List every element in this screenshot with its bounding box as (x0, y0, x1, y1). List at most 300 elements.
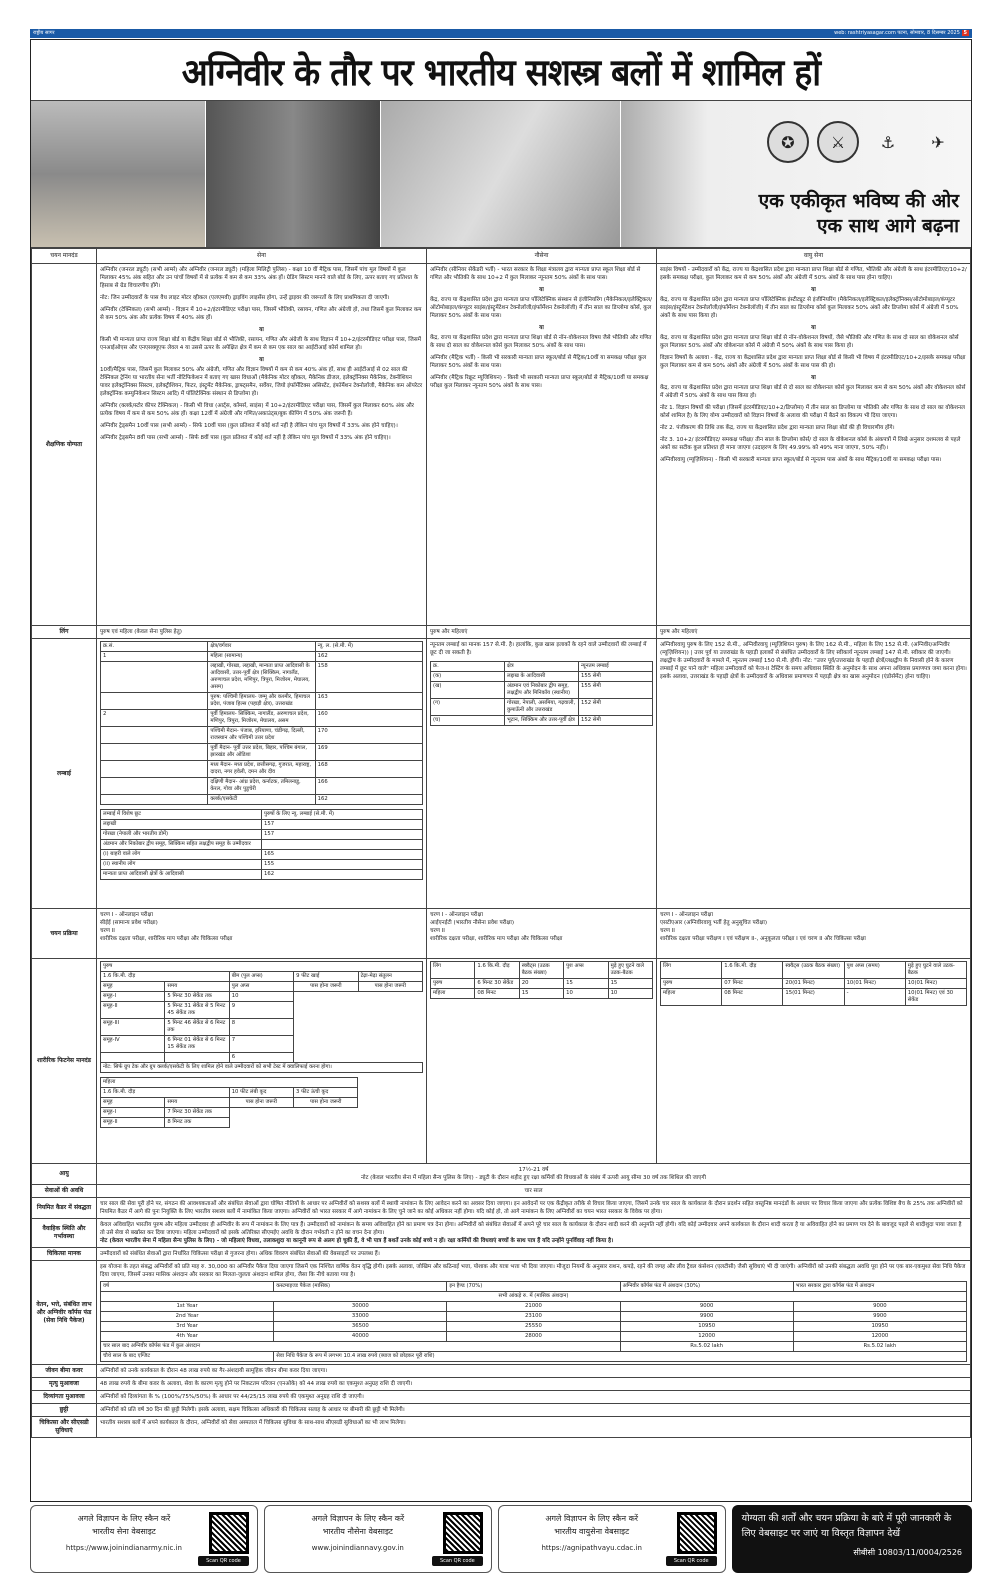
table-cell: महिला (661, 989, 722, 1006)
table-cell: (घ) (431, 716, 505, 726)
table-cell: 9 (229, 1002, 293, 1019)
navy-sailor-photo (206, 101, 381, 247)
qr-code-icon[interactable] (443, 1512, 483, 1554)
table-cell: 25550 (447, 1322, 620, 1332)
newspaper-header-bar (30, 29, 972, 38)
table-cell: 15 (608, 979, 652, 989)
column-header: 1.6 कि.मी. दौड़ (722, 962, 783, 979)
airforce-height: अग्निवीरवायु पुरुष के लिए 152 से.मी., अग्निवीरवायु (म्यूज़िशियन पुरुष) के लिए 162 से.मी., महिला के लिए 152 से.मी. (अग्निवीर/अग्निवीर (म्यूज़िशियन)) | उत्तर पूर्व या उत्तराखंड के पहाड़ी इलाकों से संबंधित उम्मीदवारों के लिए स्वीकार्य न्यूनतम लम्बाई 147 से.मी. स्वीकार की जाएगी। लक्षद्वीप के उम्मीदवारों के मामले में, न्यूनतम लम्बाई 150 से.मी. होगी। नोट: "उत्तर पूर्व/उत्तराखंड के पहाड़ी क्षेत्रों/लक्षद्वीप के निवासी होने के कारण लम्बाई में छूट पाने वाले" महिला उम्मीदवारों को फेज-II टेस्टिंग के समय अधिवास स्थिति के अनुमोदन के साथ अपना अधिवास प्रमाणपत्र जमा करना होगा। इसके अलावा, उत्तराखंड के पहाड़ी क्षेत्रों के उम्मीदवारों के अधिवास प्रमाणपत्र में पहाड़ी क्षेत्र का खास अनुमोदन (एंडोर्समेंट) होना चाहिए। (657, 639, 971, 909)
navy-education-paragraph: अग्निवीर (मैट्रिक भर्ती) - किसी भी सरकारी मान्यता प्राप्त स्कूल/बोर्ड से मैट्रिक/10वीं या समकक्ष परीक्षा कुल मिलाकर 50% अंकों के साथ पास। (430, 355, 647, 369)
pay-total-agniveer: Rs.5.02 lakh (620, 1342, 793, 1352)
leave-value: अग्निवीरों को प्रति वर्ष 30 दिन की छुट्टी मिलेगी। इसके अलावा, सक्षम चिकित्सा अधिकारी की चिकित्सा सलाह के आधार पर बीमारी की छुट्टी भी मिलेगी। (97, 1404, 971, 1417)
long-jump-heading: 10 फीट लंबी कूद (229, 1088, 293, 1098)
label-education: शैक्षणिक योग्यता (32, 264, 97, 626)
table-cell: 163 (315, 693, 422, 710)
airforce-education-paragraph: केंद्र, राज्य या केंद्रशासित प्रदेश द्वारा मान्यता प्राप्त शिक्षा बोर्ड से नॉन-वोकेशनल विषयों, जैसे भौतिकी और गणित के साथ दो साल का वोकेशनल कोर्स कुल मिलाकर 50% अंकों और वोकेशनल कोर्स में अंग्रेजी में 50% अंकों के साथ पास किया हो। (660, 335, 959, 349)
table-cell: दक्षिणी मैदान- आंध्र प्रदेश, कर्नाटक, तमिलनाडु, केरल, गोवा और पुडुचेरी (208, 778, 315, 795)
row-pay (32, 1261, 971, 1365)
navy-fitness-table (430, 961, 653, 999)
table-cell: 1 (101, 652, 208, 662)
table-cell: (i) बाहरी वाले लोग (101, 850, 262, 860)
height-row (101, 662, 423, 693)
table-cell: 165 (262, 850, 423, 860)
column-header: स्क्वैट्स (उठक बैठक संख्या) (519, 962, 563, 979)
qr-section (30, 1505, 972, 1573)
label-insurance: जीवन बीमा कवर (32, 1365, 97, 1378)
table-cell: पूर्वी मैदान- पूर्वी उत्तर प्रदेश, बिहार, पश्चिम बंगाल, झारखंड और ओडिशा (208, 744, 315, 761)
army-education-paragraph: 10वीं/मैट्रिक पास, जिसमें कुल मिलाकर 50% और अंग्रेजी, गणित और विज्ञान विषयों में कम से कम 40% अंक हों, साथ ही आईटीआई से 02 साल की टेक्निकल ट्रेनिंग या भारतीय सेना भर्ती नोटिफिकेशन में बताए गए खास विधाओं (मैकेनिक मोटर व्हीकल, मैकेनिक डीजल, इलेक्ट्रॉनिक्स मैकेनिक, टेक्नीशियन पावर इलेक्ट्रॉनिक्स सिस्टम, इलेक्ट्रीशियन, फिटर, इंस्ट्रूमेंट मैकेनिक, ड्राफ्ट्समैन, सर्वेयर, जियो इंफॉर्मेटिक्स असिस्टेंट, इंफॉर्मेशन टेक्नोलॉजी, मैकेनिक कम ऑपरेटर इलेक्ट्रॉनिक कम्युनिकेशन सिस्टम आदि) में पॉलिटेक्निक संस्थान से डिप्लोमा हो। (100, 367, 423, 397)
table-cell: 10 (564, 989, 608, 999)
airforce-fitness-table (660, 961, 967, 1006)
navy-education-paragraph: या (539, 287, 544, 293)
tank-photo (31, 101, 206, 247)
column-header: लिंग (431, 962, 475, 979)
row-age (32, 1164, 971, 1185)
table-cell (101, 744, 208, 761)
navy-qr-card[interactable] (264, 1505, 492, 1573)
ditch-pass: पास होना जरूरी (294, 982, 358, 992)
table-cell: 2 (101, 710, 208, 727)
pullups-heading: बीम (पुल अप्स) (229, 972, 293, 982)
table-cell: समूह-II (101, 1118, 165, 1128)
table-cell (101, 761, 208, 778)
label-cadre: नियमित कैडर में संवद्धता (32, 1198, 97, 1219)
table-cell: 3rd Year (101, 1322, 274, 1332)
table-cell: 40000 (274, 1332, 447, 1342)
table-cell: महिला (सामान्य) (208, 652, 315, 662)
navy-height-note: न्यूनतम लम्बाई का मानक 157 से.मी. है। हालांकि, कुछ खास इलाकों के रहने वाले उम्मीदवारों की लम्बाई में छूट दी जा सकती है। (430, 642, 647, 656)
navy-education-paragraph: केंद्र, राज्य या केंद्रशासित प्रदेश द्वारा मान्यता प्राप्त शिक्षा बोर्ड से नॉन-वोकेशनल विषय जैसे भौतिकी और गणित के साथ दो साल का वोकेशनल कोर्स कुल मिलाकर 50% अंकों के साथ पास। (430, 335, 652, 349)
row-disability (32, 1391, 971, 1404)
table-cell: पुरुष: पश्चिमी हिमालय- जम्मू और कश्मीर, हिमाचल प्रदेश, पंजाब हिल्स (पहाड़ी क्षेत्र), उत्तराखंड (208, 693, 315, 710)
fitness-row (101, 1019, 423, 1036)
pay-total-label: चार साल बाद अग्निवीर कॉर्पस फंड में कुल अंशदान (101, 1342, 621, 1352)
label-fitness: शारीरिक फिटनेस मानदंड (32, 959, 97, 1164)
table-header-row (661, 962, 967, 979)
table-cell: 157 (262, 830, 423, 840)
row-height (32, 639, 971, 909)
table-cell: 168 (315, 761, 422, 778)
airforce-website-link[interactable]: https://agnipathvayu.cdac.in (541, 1544, 642, 1552)
info-text: योग्यता की शर्तों और चयन प्रक्रिया के बारे में पूरी जानकारी के लिए वेबसाइट पर जाएं या विस्तृत विज्ञापन देखें (741, 1513, 952, 1539)
advertisement (30, 39, 972, 1502)
table-cell: समूह-III (101, 1019, 165, 1036)
service-value: चार साल (97, 1185, 971, 1198)
cadre-value: चार साल की सेवा पूरी होने पर, संगठन की आवश्यकताओं और संबंधित सेवाओं द्वारा घोषित नीतियों के आधार पर अग्निवीरों को सशस्त्र बलों में स्थायी नामांकन के लिए आवेदन करने का अवसर दिया जाएगा। इन आवेदनों पर एक केंद्रीकृत तरीके से विचार किया जाएगा, जिसमें उनके चार साल के कार्यकाल के दौरान प्रदर्शन सहित वस्तुनिष्ठ मानदंडों के आधार पर विचार किया जाएगा और प्रत्येक विशिष्ट बैच के 25% तक अग्निवीरों को नियमित कैडर में आगे की पुनः नियुक्ति के लिए भारतीय सशस्त्र बलों में नामांकित किया जाएगा। अग्निवीरों को भारत सरकार में आगे नामांकन के लिए चुने जाने का कोई अधिकार नहीं होगा। यदि कोई हो, तो आगे नामांकन के लिए अग्निवीरों का चयन भारत सरकार के विवेक पर होगा। (97, 1198, 971, 1219)
column-header: लिंग (661, 962, 722, 979)
label-marital: वैवाहिक स्थिति और गर्भावस्था (32, 1219, 97, 1248)
height-row (101, 761, 423, 778)
fitness-row (431, 979, 653, 989)
table-cell: (क) (431, 672, 505, 682)
table-cell: 9000 (793, 1302, 966, 1312)
row-death (32, 1378, 971, 1391)
ditch-heading: 9 फीट खाई (294, 972, 358, 982)
row-medical (32, 1248, 971, 1261)
table-cell: 30000 (274, 1302, 447, 1312)
facilities-value: भारतीय सशस्त्र बलों में अपने कार्यकाल के दौरान, अग्निवीरों को सेवा अस्पताल में चिकित्सा सुविधा के साथ-साथ सीएसडी सुविधाओं का भी लाभ मिलेगा। (97, 1417, 971, 1438)
newspaper-name: राष्ट्रीय सागर (33, 30, 55, 36)
airforce-education-paragraph: अग्निवीरवायु (म्यूज़िशियन) - किसी भी सरकारी मान्यता प्राप्त स्कूल/बोर्ड से न्यूनतम पास अंकों के साथ मैट्रिक/10वीं या समकक्ष परीक्षा पास। (660, 457, 942, 463)
table-cell: 15 (519, 989, 563, 999)
label-medical: चिकित्सा मानक (32, 1248, 97, 1261)
label-leave: छुट्टी (32, 1404, 97, 1417)
death-value: 48 लाख रुपये के बीमा कवर के अलावा, सेवा के कारण मृत्यु होने पर निकटतम परिजन (एनओके) को 44 लाख रुपये का एकमुश्त अनुग्रह राशि दी जाएगी। (97, 1378, 971, 1391)
column-header: पुरुषों के लिए न्यू. लम्बाई (से.मी. में) (262, 810, 423, 820)
table-cell: 7 मिनट 30 सेकेंड तक (165, 1108, 229, 1118)
height-row (431, 682, 653, 699)
table-cell: 8 (229, 1019, 293, 1036)
table-cell: 162 (262, 870, 423, 880)
table-cell: 10950 (793, 1322, 966, 1332)
army-height-table (100, 641, 423, 805)
army-education-paragraph: अग्निवीर (जनरल ड्यूटी) (सभी आर्म्स) और अग्निवीर (जनरल ड्यूटी) (महिला मिलिट्री पुलिस) - कक्षा 10 वीं मैट्रिक पास, जिसमें पांच मूल विषयों में कुल मिलाकर 45% अंक सहित और उन पांचों विषयों में से प्रत्येक में कम से कम 33% अंक हों। ग्रेडिंग सिस्टम मानने वाले बोर्ड के लिए, ऊपर बताए गए प्रतिशत के हिसाब से ग्रेड विचारणीय होंगे। (100, 267, 419, 289)
fitness-row (101, 1002, 423, 1019)
row-education (32, 264, 971, 626)
table-cell: अंडमान और निकोबार द्वीप समूह, सिक्किम सहित लक्षद्वीप समूह के उम्मीदवार (101, 840, 262, 850)
army-education-paragraph: या (259, 327, 264, 333)
table-cell: पूर्वी हिमालय- सिक्किम, नागालैंड, अरुणाचल प्रदेश, मणिपुर, त्रिपुरा, मिजोरम, मेघालय, असम (208, 710, 315, 727)
height-row (101, 727, 423, 744)
table-cell: 23100 (447, 1312, 620, 1322)
column-header: क्षेत्र (505, 662, 579, 672)
pay-value (97, 1261, 971, 1365)
table-cell: 21000 (447, 1302, 620, 1312)
table-cell: 15 (564, 979, 608, 989)
qr-line2: भारतीय वायुसेना वेबसाइट (554, 1527, 630, 1536)
insurance-value: अग्निवीरों को उनके कार्यकाल के दौरान 48 लाख रुपये का गैर-अंशदायी सामूहिक जीवन बीमा कवर दिया जाएगा। (97, 1365, 971, 1378)
pay-row (101, 1302, 967, 1312)
height-row (431, 716, 653, 726)
table-cell: 6 मिनट 30 सेकेंड (475, 979, 519, 989)
height-row (431, 672, 653, 682)
table-cell: 33000 (274, 1312, 447, 1322)
table-cell: 155 सेमी (579, 672, 653, 682)
army-emblem-icon: ⚔ (817, 121, 859, 163)
column-header: पुश अप्स (समय) (844, 962, 905, 979)
table-cell: लद्दाख के आदिवासी (505, 672, 579, 682)
pay-row (101, 1312, 967, 1322)
table-cell: 10950 (620, 1322, 793, 1332)
header-airforce: वायु सेना (657, 249, 971, 264)
table-cell: पुरुष (431, 979, 475, 989)
table-cell: 5 मिनट 30 सेकेंड तक (165, 992, 229, 1002)
row-fitness (32, 959, 971, 1164)
table-cell: 12000 (793, 1332, 966, 1342)
table-cell: भूटान, सिक्किम और उत्तर-पूर्वी क्षेत्र (505, 716, 579, 726)
long-jump-pass: पास होना जरूरी (229, 1098, 293, 1108)
table-cell: (ii) स्थानीय लोग (101, 860, 262, 870)
qr-line1: अगले विज्ञापन के लिए स्कैन करें (311, 1514, 405, 1523)
page-number: 5 (963, 30, 967, 36)
column-header: लम्बाई में विशेष छूट (101, 810, 262, 820)
table-cell: 1st Year (101, 1302, 274, 1312)
column-header: मुड़े हुए घुटने वाले उठक-बैठक (905, 962, 966, 979)
medical-value: उम्मीदवारों को संबंधित सेवाओं द्वारा निर्धारित चिकित्सा परीक्षा से गुजरना होगा। अधिक विवरण संबंधित सेवाओं की वेबसाइटों पर उपलब्ध हैं। (97, 1248, 971, 1261)
table-header-row (101, 1282, 967, 1292)
airforce-education-paragraph: नोट 3. 10+2/ इंटरमीडिएट/ समकक्ष परीक्षा/ तीन साल के डिप्लोमा कोर्स/ दो साल के वोकेशनल कोर्स के अंकपत्रों में लिखे अनुसार दशमलव से पहले अंकों का सटीक कुल प्रतिशत ही माना जाएगा (उदाहरण के लिए 49.99% को 49% माना जाएगा, 50% नहीं)। (660, 437, 961, 451)
row-selection (32, 909, 971, 959)
table-cell: 9000 (620, 1302, 793, 1312)
high-jump-heading: 3 फीट ऊंची कूद (294, 1088, 358, 1098)
army-website-link[interactable]: https://www.joinindianarmy.nic.in (65, 1544, 182, 1552)
height-row (101, 778, 423, 795)
info-box (732, 1505, 972, 1573)
pay-row (101, 1332, 967, 1342)
table-cell: 12000 (620, 1332, 793, 1342)
run-heading: 1.6 कि.मी. दौड़ (101, 972, 230, 982)
table-cell: 7 (229, 1036, 293, 1053)
height-row (101, 652, 423, 662)
table-cell: गोरखा (नेपाली और भारतीय डोमें) (101, 830, 262, 840)
qr-line2: भारतीय नौसेना वेबसाइट (322, 1527, 393, 1536)
table-cell: 158 (315, 662, 422, 693)
army-male-fitness-table (100, 961, 423, 1073)
label-selection: चयन प्रक्रिया (32, 909, 97, 959)
table-cell: पश्चिमी मैदान- पंजाब, हरियाणा, चंडीगढ़, दिल्ली, राजस्थान और पश्चिमी उत्तर प्रदेश (208, 727, 315, 744)
agnipath-emblem-icon: ✪ (767, 121, 809, 163)
table-cell: मध्य मैदान- मध्य प्रदेश, छत्तीसगढ़, गुजरात, महाराष्ट्र, दादरा, नगर हवेली, दमन और दीव (208, 761, 315, 778)
pay-total-government: Rs.5.02 lakh (793, 1342, 966, 1352)
army-education (97, 264, 427, 626)
table-cell: गोरखा, नेपाली, असमिया, गढ़वाली, कुमाऊँनी और उत्तराखंड (505, 699, 579, 716)
navy-emblem-icon: ⚓ (880, 132, 896, 152)
navy-website-link[interactable]: www.joinindiannavy.gov.in (311, 1544, 404, 1552)
army-education-paragraph: अग्निवीर ट्रेड्समैन 10वीं पास (सभी आर्म्स) - सिर्फ 10वीं पास (कुल प्रतिशत में कोई शर्त नहीं है लेकिन पांच मूल विषयों में 33% अंक होने चाहिए)। (100, 423, 398, 429)
row-gender (32, 626, 971, 639)
fitness-row (101, 992, 423, 1002)
tagline-line-2: एक साथ आगे बढ़ना (817, 215, 959, 237)
age-range: 17½-21 वर्ष (518, 1167, 549, 1173)
row-marital (32, 1219, 971, 1248)
table-cell: समूह-I (101, 992, 165, 1002)
table-header-row (101, 810, 423, 820)
fitness-row (101, 1108, 358, 1118)
table-cell (101, 1053, 165, 1063)
table-header-row (101, 642, 423, 652)
column-header: न्यूनतम लम्बाई (579, 662, 653, 672)
time-heading: समय (165, 982, 229, 992)
table-cell: 9900 (793, 1312, 966, 1322)
column-header: पुश अप्स (564, 962, 608, 979)
pay-exit-value: सेवा निधि पैकेज के रूप में लगभग 10.4 लाख रुपये (ब्याज को छोड़कर पूरी राशि) (274, 1352, 967, 1362)
navy-education-paragraph: अग्निवीर (मैट्रिक रिक्रूट म्यूजिशियन) - किसी भी सरकारी मान्यता प्राप्त स्कूल/बोर्ड से मैट्रिक/10वीं या समकक्ष परीक्षा कुल मिलाकर न्यूनतम 50% अंकों के साथ पास। (430, 375, 649, 389)
column-header: वर्ष (101, 1282, 274, 1292)
column-header: भारत सरकार द्वारा कॉर्पस फंड में अंशदान (793, 1282, 966, 1292)
headline: अग्निवीर के तौर पर भारतीय सशस्त्र बलों में शामिल हों (181, 50, 821, 94)
qr-line1: अगले विज्ञापन के लिए स्कैन करें (545, 1514, 638, 1523)
tagline-line-1: एक एकीकृत भविष्य की ओर (758, 190, 959, 212)
edition-info: web: rashtriyasagar.com पटना, सोमवार, 8 दिसम्बर 2025 (834, 30, 960, 36)
airforce-education (657, 264, 971, 626)
table-cell: 8 मिनट तक (165, 1118, 229, 1128)
table-cell: 28000 (447, 1332, 620, 1342)
header-army: सेना (97, 249, 427, 264)
row-leave (32, 1404, 971, 1417)
army-fitness (97, 959, 427, 1164)
pay-exit-label: चौथे साल के बाद एग्जिट (101, 1352, 274, 1362)
navy-gender: पुरुष और महिलाएं (427, 626, 657, 639)
table-header-row (431, 962, 653, 979)
qr-line2: भारतीय सेना वेबसाइट (92, 1527, 156, 1536)
fitness-row (661, 989, 967, 1006)
column-header: स्क्वैट्स (उठक बैठक संख्या) (783, 962, 844, 979)
age-note: नोट (केवल भारतीय सेना में महिला सैन्य पुलिस के लिए) - ड्यूटी के दौरान शहीद हुए रक्षा कर्मियों की विधवाओं के संबंध में ऊपरी आयु सीमा 30 वर्ष तक शिथिल की जाएगी (361, 1175, 706, 1181)
army-education-paragraph: अग्निवीर (टेक्निकल) (सभी आर्म्स) - विज्ञान में 10+2/इंटरमीडिएट परीक्षा पास, जिसमें भौतिकी, रसायन, गणित और अंग्रेजी हो, तथा जिसमें कुल मिलाकर कम से कम 50% अंक और प्रत्येक विषय में 40% अंक हों। (100, 307, 422, 321)
army-qr-card[interactable] (30, 1505, 258, 1573)
army-education-paragraph: अग्निवीर ट्रेड्समैन 8वीं पास (सभी आर्म्स) - सिर्फ 8वीं पास (कुल प्रतिशत में कोई शर्त नहीं है लेकिन पांच मूल विषयों में 33% अंक होने चाहिए)। (100, 435, 391, 441)
table-cell: 152 सेमी (579, 716, 653, 726)
pay-row (101, 1322, 967, 1332)
height-row (431, 699, 653, 716)
disability-value: अग्निवीरों को दिव्यांगता के % (100%/75%/50%) के आधार पर 44/25/15 लाख रुपये की एकमुश्त अनुग्रह राशि दी जाएगी। (97, 1391, 971, 1404)
army-selection: चरण I - ऑनलाइन परीक्षा सीईई (सामान्य प्रवेश परीक्षा) चरण II शारीरिक दक्षता परीक्षा, शारीरिक माप परीक्षा और चिकित्सा परीक्षा (97, 909, 427, 959)
army-height-relaxation-table (100, 809, 423, 880)
table-cell: 20(01 मिनट) (783, 979, 844, 989)
table-cell: अंडमान एवं निकोबार द्वीप समूह, लक्षद्वीप और मिनिकॉय (स्थानीय) (505, 682, 579, 699)
table-cell: 36500 (274, 1322, 447, 1332)
column-header: क्षेत्र/वर्गवार (208, 642, 315, 652)
aircraft-photo (381, 101, 621, 247)
airforce-education-paragraph: नोट 2. पंजीकरण की तिथि तक केंद्र, राज्य या केंद्रशासित प्रदेश द्वारा मान्यता प्राप्त शिक्षा बोर्ड की ही विचारणीय होंगे। (660, 425, 895, 431)
group-heading: समूह (101, 1098, 165, 1108)
column-header: कस्टमाइज्ड पैकेज (मासिक) (274, 1282, 447, 1292)
column-header: न्यू. ल. (से.मी. में) (315, 642, 422, 652)
army-education-paragraph: किसी भी मान्यता प्राप्त राज्य शिक्षा बोर्ड या केंद्रीय शिक्षा बोर्ड से भौतिकी, रसायन, गणित और अंग्रेजी के साथ विज्ञान में 10+2/इंटरमीडिएट परीक्षा पास, जिसमें एनआईओएस और एनएसक्यूएफ लेवल 4 या उससे ऊपर के अपेक्षित क्षेत्र में कम से कम एक साल का आईटीआई कोर्स शामिल हो। (100, 337, 421, 351)
height-row (101, 693, 423, 710)
label-death: मृत्यु मुआवजा (32, 1378, 97, 1391)
pay-table (100, 1281, 967, 1362)
table-cell (262, 840, 423, 850)
table-cell: 152 सेमी (579, 699, 653, 716)
marital-value (97, 1219, 971, 1248)
table-cell: 162 (315, 795, 422, 805)
table-header-row (32, 249, 971, 264)
table-cell: 9900 (620, 1312, 793, 1322)
table-cell: 08 मिनट (475, 989, 519, 999)
table-cell: 10(01 मिनट) एवं 30 सेकेंड (905, 989, 966, 1006)
scan-qr-label: Scan QR code (666, 1556, 717, 1566)
column-header: 1.6 कि.मी. दौड़ (475, 962, 519, 979)
scan-qr-label: Scan QR code (198, 1556, 249, 1566)
female-heading: महिला (101, 1078, 358, 1088)
fitness-row (661, 979, 967, 989)
relaxation-row (101, 860, 423, 870)
army-education-paragraph: अग्निवीर (क्लर्क/स्टोर कीपर टेक्निकल) - किसी भी विधा (आर्ट्स, कॉमर्स, साइंस) में 10+2/इंटरमीडिएट परीक्षा पास, जिसमें कुल मिलाकर 60% अंक और प्रत्येक विषय में कम से कम 50% अंक हों। कक्षा 12वीं में अंग्रेजी और गणित/अकाउंट्स/बुक कीपिंग में 50% अंक जरूरी हैं। (100, 403, 414, 417)
table-cell: 07 मिनट (722, 979, 783, 989)
table-cell: 170 (315, 727, 422, 744)
qr-code-icon[interactable] (677, 1512, 717, 1554)
navy-height-table (430, 661, 653, 726)
qr-code-icon[interactable] (209, 1512, 249, 1554)
label-disability: दिव्यांगता मुआवजा (32, 1391, 97, 1404)
age-value (97, 1164, 971, 1185)
airforce-education-paragraph: विज्ञान विषयों के अलावा - केंद्र, राज्य या केंद्रशासित प्रदेश द्वारा मान्यता प्राप्त शिक्षा बोर्ड से किसी भी विषय में इंटरमीडिएट/10+2/इसके समकक्ष परीक्षा कुल मिलाकर कम से कम 50% अंकों और अंग्रेजी में 50% अंकों के साथ पास की हो। (660, 355, 966, 369)
column-header: इन हैण्ड (70%) (447, 1282, 620, 1292)
table-cell: 15(01 मिनट) (783, 989, 844, 1006)
airforce-education-paragraph: केंद्र, राज्य या केंद्रशासित प्रदेश द्वारा मान्यता प्राप्त पॉलिटेक्निक इंस्टीट्यूट से इंजीनियरिंग (मैकेनिकल/इलेक्ट्रिकल/इलेक्ट्रॉनिक्स/ऑटोमोबाइल/कंप्यूटर साइंस/इंस्ट्रूमेंटेशन टेक्नोलॉजी/इंफॉर्मेशन टेक्नोलॉजी) में तीन साल का डिप्लोमा कोर्स कुल मिलाकर 50% अंकों और डिप्लोमा कोर्स में अंग्रेजी में 50% अंकों के साथ पास किया हो। (660, 297, 959, 319)
table-cell: पुरुष (661, 979, 722, 989)
navy-education-paragraph: या (539, 325, 544, 331)
banner-photo (31, 100, 971, 248)
height-row (101, 744, 423, 761)
navy-education-paragraph: केंद्र, राज्य या केंद्रशासित प्रदेश द्वारा मान्यता प्राप्त पॉलिटेक्निक संस्थान से इंजीनियरिंग (मैकेनिकल/इलेक्ट्रिकल/ऑटोमोबाइल/कंप्यूटर साइंस/इंस्ट्रूमेंटेशन टेक्नोलॉजी/इंफॉर्मेशन टेक्नोलॉजी) में तीन साल का डिप्लोमा कोर्स, कुल मिलाकर 50% अंकों के साथ पास। (430, 297, 652, 319)
table-cell: 155 सेमी (579, 682, 653, 699)
army-gender: पुरुष एवं महिला (केवल सेना पुलिस हेतु) (97, 626, 427, 639)
table-cell (101, 795, 208, 805)
table-header-row (431, 662, 653, 672)
table-cell: 10 (229, 992, 293, 1002)
navy-height (427, 639, 657, 909)
row-cadre (32, 1198, 971, 1219)
table-cell: 6 (229, 1053, 293, 1063)
navy-fitness (427, 959, 657, 1164)
male-heading: पुरुष (101, 962, 423, 972)
relaxation-row (101, 830, 423, 840)
airforce-emblem-icon: ✈ (931, 132, 945, 152)
header-criteria: चयन मानदंड (32, 249, 97, 264)
forces-logos (767, 121, 959, 163)
relaxation-row (101, 820, 423, 830)
airforce-education-paragraph: केंद्र, राज्य या केंद्रशासित प्रदेश द्वारा मान्यता प्राप्त शिक्षा बोर्ड से दो साल का वोकेशनल कोर्स कुल मिलाकर कम से कम 50% अंकों और वोकेशनल कोर्स में अंग्रेजी में 50% अंकों के साथ पास किया हो। (660, 385, 966, 399)
army-education-paragraph: नोट: जिन उम्मीदवारों के पास वैध लाइट मोटर व्हीकल (एलएमवी) ड्राइविंग लाइसेंस होगा, उन्हें ड्राइवर की जरूरतों के लिए प्राथमिकता दी जाएगी। (100, 295, 390, 301)
column-header: क्र.सं. (101, 642, 208, 652)
navy-selection: चरण I - ऑनलाइन परीक्षा आईएनईटी (भारतीय नौसेना प्रवेश परीक्षा) चरण II शारीरिक दक्षता परीक्षा, शारीरिक माप परीक्षा और चिकित्सा परीक्षा (427, 909, 657, 959)
table-cell: महिला (431, 989, 475, 999)
marital-note: नोट (केवल भारतीय सेना में महिला सैन्य पुलिस के लिए) - जो महिलाएं विधवा, तलाकशुदा या कानूनी रूप से अलग हो चुकी हैं, वे भी पात्र हैं बशर्ते उनके कोई बच्चे न हों। रक्षा कर्मियों की विधवाएं बच्चों के साथ पात्र हैं यदि उन्होंने पुनर्विवाह नहीं किया है। (100, 1238, 614, 1244)
table-cell: समूह-II (101, 1002, 165, 1019)
relaxation-row (101, 840, 423, 850)
label-facilities: चिकित्सा और सीएसडी सुविधाएं (32, 1417, 97, 1438)
army-education-paragraph: या (259, 357, 264, 363)
pay-subheading: सभी आंकड़े रु. में (मासिक अंशदान) (101, 1292, 967, 1302)
pay-intro: इस योजना के तहत संबद्ध अग्निवीरों को प्रति माह रु. 30,000 का अग्निवीर पैकेज दिया जाएगा जिसमें एक निश्चित वार्षिक वेतन वृद्धि होगी। इसके अलावा, जोखिम और कठिनाई भत्ता, पोशाक और यात्रा भत्ता भी दिया जाएगा। मौजूदा नियमों के अनुसार राशन, कपड़े, रहने की जगह और लीव ट्रैवल कंसेशन (एलटीसी) जैसी सुविधाएं भी दी जाएंगी। अग्निवीरों को उनकी संबद्धता अवधि पूरा होने पर एक बार-एकमुश्त सेवा निधि पैकेज दिया जाएगा, जिसमें उनका मासिक अंशदान और सरकार का मिलता-जुलता अंशदान शामिल होगा, जैसा कि नीचे बताया गया है। (100, 1264, 966, 1278)
table-cell: 20 (519, 979, 563, 989)
label-gender: लिंग (32, 626, 97, 639)
table-cell: 157 (262, 820, 423, 830)
table-cell: 4th Year (101, 1332, 274, 1342)
time-heading: समय (165, 1098, 229, 1108)
female-run-heading: 1.6 कि.मी. दौड़ (101, 1088, 230, 1098)
table-cell: 5 मिनट 31 सेकेंड से 5 मिनट 45 सेकेंड तक (165, 1002, 229, 1019)
navy-education-paragraph: अग्निवीर (सीनियर सेकेंडरी भर्ती) - भारत सरकार के शिक्षा मंत्रालय द्वारा मान्यता प्राप्त स्कूल शिक्षा बोर्ड से गणित और भौतिकी के साथ 10+2 में कुल मिलाकर न्यूनतम 50% अंकों के साथ पास। (430, 267, 641, 281)
tagline (759, 189, 959, 239)
navy-education (427, 264, 657, 626)
airforce-education-paragraph: नोट 1. विज्ञान विषयों की परीक्षा (जिसमें इंटरमीडिएट/10+2/डिप्लोमा) में तीन साल का डिप्लोमा या भौतिकी और गणित के साथ दो साल का वोकेशनल कोर्स शामिल है) के लिए योग्य उम्मीदवारों को विज्ञान विषयों के अलावा की परीक्षा में बैठने का विकल्प भी दिया जाएगा। (660, 405, 965, 419)
table-cell: 08 मिनट (722, 989, 783, 1006)
table-cell: (ग) (431, 699, 505, 716)
column-header: अग्निवीर कॉर्पस फंड में अंशदान (30%) (620, 1282, 793, 1292)
table-cell: समूह-IV (101, 1036, 165, 1053)
table-cell (165, 1053, 229, 1063)
fitness-row (101, 1118, 358, 1128)
table-cell: 162 (315, 652, 422, 662)
row-insurance (32, 1365, 971, 1378)
table-cell: 155 (262, 860, 423, 870)
zigzag-pass: पास होना जरूरी (358, 982, 422, 992)
cbc-reference: सीबीसी 10803/11/0004/2526 (853, 1548, 962, 1557)
label-height: लम्बाई (32, 639, 97, 909)
airforce-education-paragraph: या (811, 375, 816, 381)
airforce-education-paragraph: साइंस विषयों - उम्मीदवारों को केंद्र, राज्य या केंद्रशासित प्रदेश द्वारा मान्यता प्राप्त शिक्षा बोर्ड से गणित, भौतिकी और अंग्रेजी के साथ इंटरमीडिएट/10+2/इसके समकक्ष परीक्षा, कुल मिलाकर कम से कम 50% अंकों और अंग्रेजी में 50% अंकों के साथ पास होना चाहिए। (660, 267, 967, 281)
label-service: सेवाओं की अवधि (32, 1185, 97, 1198)
airforce-qr-card[interactable] (498, 1505, 726, 1573)
table-cell (101, 662, 208, 693)
table-cell: 160 (315, 710, 422, 727)
criteria-table (31, 248, 971, 1438)
pu-heading: पुल अप्स (229, 982, 293, 992)
height-row (101, 795, 423, 805)
